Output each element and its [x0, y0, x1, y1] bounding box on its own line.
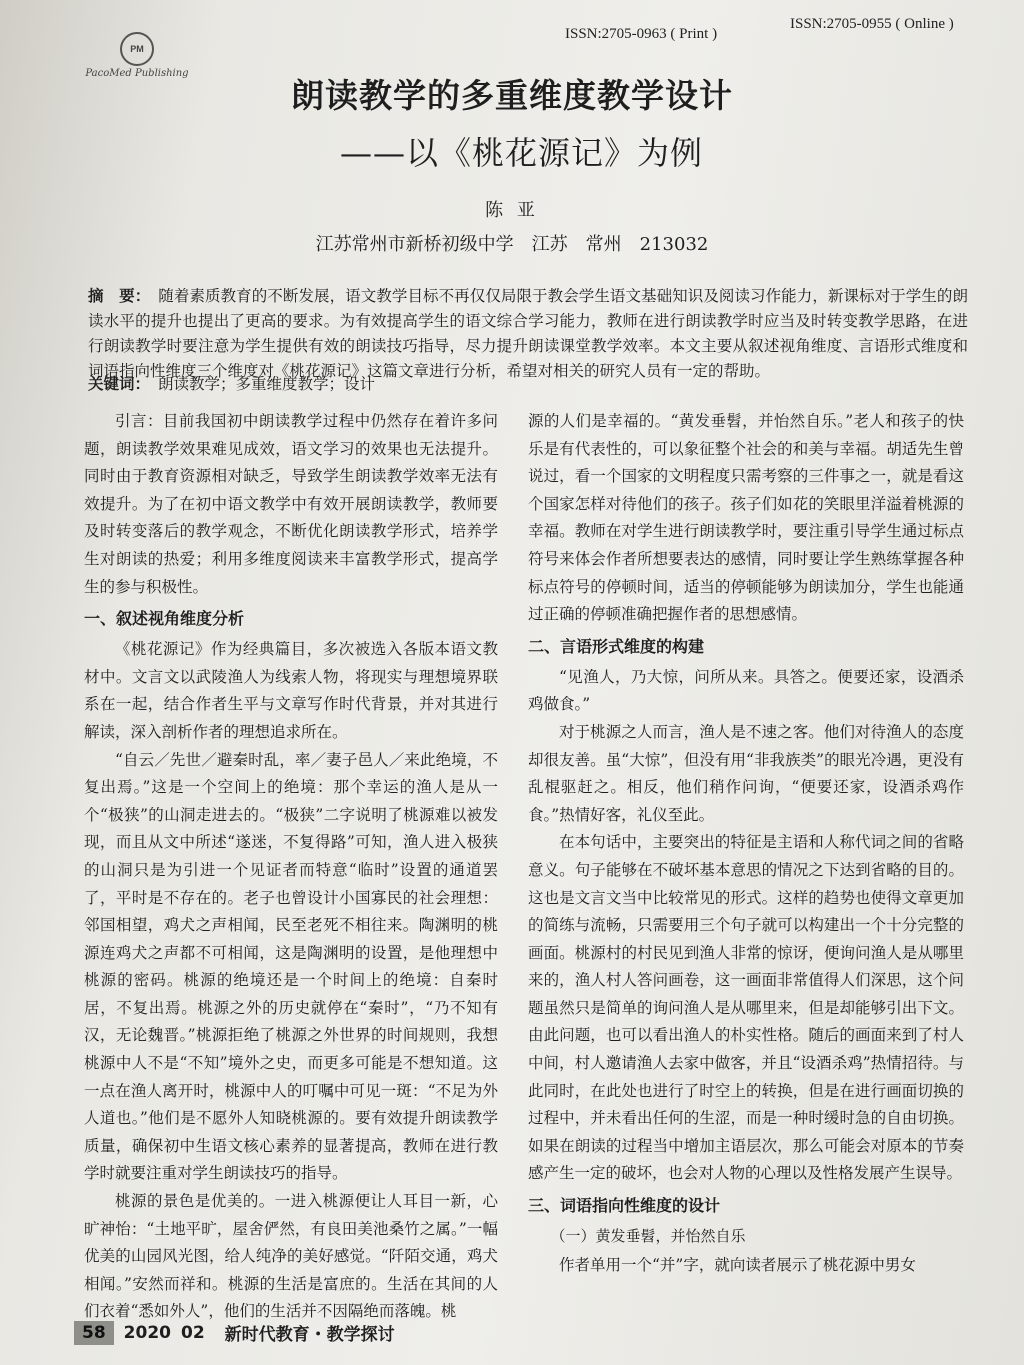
subsection-heading: （一）黄发垂髫，并怡然自乐: [550, 1227, 746, 1246]
paragraph: “见渔人，乃大惊，问所从来。具答之。便要还家，设酒杀鸡做食。”: [528, 667, 964, 714]
footer-year: 2020: [123, 1322, 171, 1343]
abstract: [88, 284, 968, 384]
author-affiliation: 江苏常州市新桥初级中学 江苏 常州 213032: [315, 234, 709, 255]
paragraph: 作者单用一个“并”字，就向读者展示了桃花源中男女: [559, 1256, 916, 1275]
paragraph: 对于桃源之人而言，渔人是不速之客。他们对待渔人的态度却很友善。虽“大惊”，但没有用“非我族类”的眼光冷遇，更没有乱棍驱赶之。相反，他们稍作问询，“便要还家，设酒杀鸡作食。”热情好客，礼仪至此。: [528, 722, 964, 824]
right-column: [528, 408, 964, 1280]
article-title: 朗读教学的多重维度教学设计: [291, 76, 733, 115]
page-footer: [74, 1320, 395, 1345]
section-1-heading: 一、叙述视角维度分析: [84, 609, 245, 629]
keywords: [88, 372, 968, 394]
section-3-heading: 三、词语指向性维度的设计: [528, 1196, 721, 1216]
abstract-text: 随着素质教育的不断发展，语文教学目标不再仅仅局限于教会学生语文基础知识及阅读习作能力，新课标对于学生的朗读水平的提升也提出了更高的要求。为有效提高学生的语文综合学习能力，教师在进行朗读教学时应当及时转变教学思路，在进行朗读教学时要注意为学生提供有效的朗读技巧指导，尽力提升朗读课堂教学效率。本文主要从叙述视角维度、言语形式维度和词语指向性维度三个维度对《桃花源记》这篇文章进行分析，希望对相关的研究人员有一定的帮助。: [88, 287, 968, 380]
section-2-heading: 二、言语形式维度的构建: [528, 636, 705, 656]
keywords-text: 朗读教学；多重维度教学；设计: [158, 375, 376, 393]
issn-print: ISSN:2705-0963 ( Print ): [565, 26, 718, 42]
article-subtitle: ——以《桃花源记》为例: [340, 134, 704, 172]
page-number: 58: [74, 1321, 114, 1345]
paragraph: 在本句话中，主要突出的特征是主语和人称代词之间的省略意义。句子能够在不破坏基本意思的情况之下达到省略的目的。这也是文言文当中比较常见的形式。这样的趋势也使得文章更加的简练与流畅，只需要用三个句子就可以构建出一个十分完整的画面。桃源村的村民见到渔人非常的惊讶，便询问渔人是从哪里来的，渔人村人答问画卷，这一画面非常值得人们深思，这个问题虽然只是简单的询问渔人是从哪里来，但是却能够引出下文。由此问题，也可以看出渔人的朴实性格。随后的画面来到了村人中间，村人邀请渔人去家中做客，并且“设酒杀鸡”热情招待。与此同时，在此处也进行了时空上的转换，但是在进行画面切换的过程中，并未看出任何的生涩，而是一种时缓时急的自由切换。如果在朗读的过程当中增加主语层次，那么可能会对原本的节奏感产生一定的破坏，也会对人物的心理以及性格发展产生误导。: [528, 833, 964, 1183]
abstract-label: 摘 要：: [88, 287, 151, 305]
journal-name: 新时代教育・教学探讨: [224, 1325, 395, 1345]
keywords-label: 关键词：: [88, 375, 151, 393]
paragraph: 源的人们是幸福的。“黄发垂髫，并怡然自乐。”老人和孩子的快乐是有代表性的，可以象征整个社会的和美与幸福。胡适先生曾说过，看一个国家的文明程度只需考察的三件事之一，就是看这个国家怎样对待他们的孩子。孩子们如花的笑眼里洋溢着桃源的幸福。教师在对学生进行朗读教学时，要注重引导学生通过标点符号来体会作者所想要表达的感情，同时要让学生熟练掌握各种标点符号的停顿时间，适当的停顿能够为朗读加分，学生也能通过正确的停顿准确把握作者的思想感情。: [528, 412, 964, 624]
paragraph: 《桃花源记》作为经典篇目，多次被选入各版本语文教材中。文言文以武陵渔人为线索人物，将现实与理想境界联系在一起，结合作者生平与文章写作时代背景，并对其进行解读，深入剖析作者的理想追求所在。: [84, 640, 498, 741]
paragraph: 桃源的景色是优美的。一进入桃源便让人耳目一新，心旷神怡：“土地平旷，屋舍俨然，有良田美池桑竹之属。”一幅优美的山园风光图，给人纯净的美好感觉。“阡陌交通，鸡犬相闻。”安然而祥和。桃源的生活是富庶的。生活在其间的人们衣着“悉如外人”，他们的生活并不因隔绝而落魄。桃: [84, 1192, 498, 1321]
paragraph: “自云／先世／避秦时乱，率／妻子邑人／来此绝境，不复出焉。”这是一个空间上的绝境：那个幸运的渔人是从一个“极狭”的山洞走进去的。“极狭”二字说明了桃源难以被发现，而且从文中所述“遂迷，不复得路”可知，渔人进入极狭的山洞只是为引进一个见证者而特意“临时”设置的通道罢了，平时是不存在的。老子也曾设计小国寡民的社会理想：邻国相望，鸡犬之声相闻，民至老死不相往来。陶渊明的桃源连鸡犬之声都不可相闻，这是陶渊明的设置，是他理想中桃源的密码。桃源的绝境还是一个时间上的绝境：自秦时居，不复出焉。桃源之外的历史就停在“秦时”，“乃不知有汉，无论魏晋。”桃源拒绝了桃源之外世界的时间规则，我想桃源中人不是“不知”境外之史，而更多可能是不想知道。这一点在渔人离开时，桃源中人的叮嘱中可见一斑：“不足为外人道也。”他们是不愿外人知晓桃源的。要有效提升朗读教学质量，确保初中生语文核心素养的显著提高，教师在进行教学时就要注重对学生朗读技巧的指导。: [84, 750, 498, 1183]
intro-paragraph: 引言：目前我国初中朗读教学过程中仍然存在着许多问题，朗读教学效果难见成效，语文学习的效果也无法提升。同时由于教育资源相对缺乏，导致学生朗读教学效率无法有效提升。为了在初中语文教学中有效开展朗读教学，教师要及时转变落后的教学观念，不断优化朗读教学形式，培养学生对朗读的热爱；利用多维度阅读来丰富教学形式，提高学生的参与积极性。: [84, 412, 498, 596]
article-author: 陈 亚: [485, 200, 539, 221]
publisher-seal-icon: PM: [120, 32, 154, 66]
issn-online: ISSN:2705-0955 ( Online ): [790, 16, 954, 32]
publisher-name: PacoMed Publishing: [85, 68, 189, 79]
footer-issue: 02: [181, 1322, 205, 1343]
left-column: [84, 408, 498, 1326]
